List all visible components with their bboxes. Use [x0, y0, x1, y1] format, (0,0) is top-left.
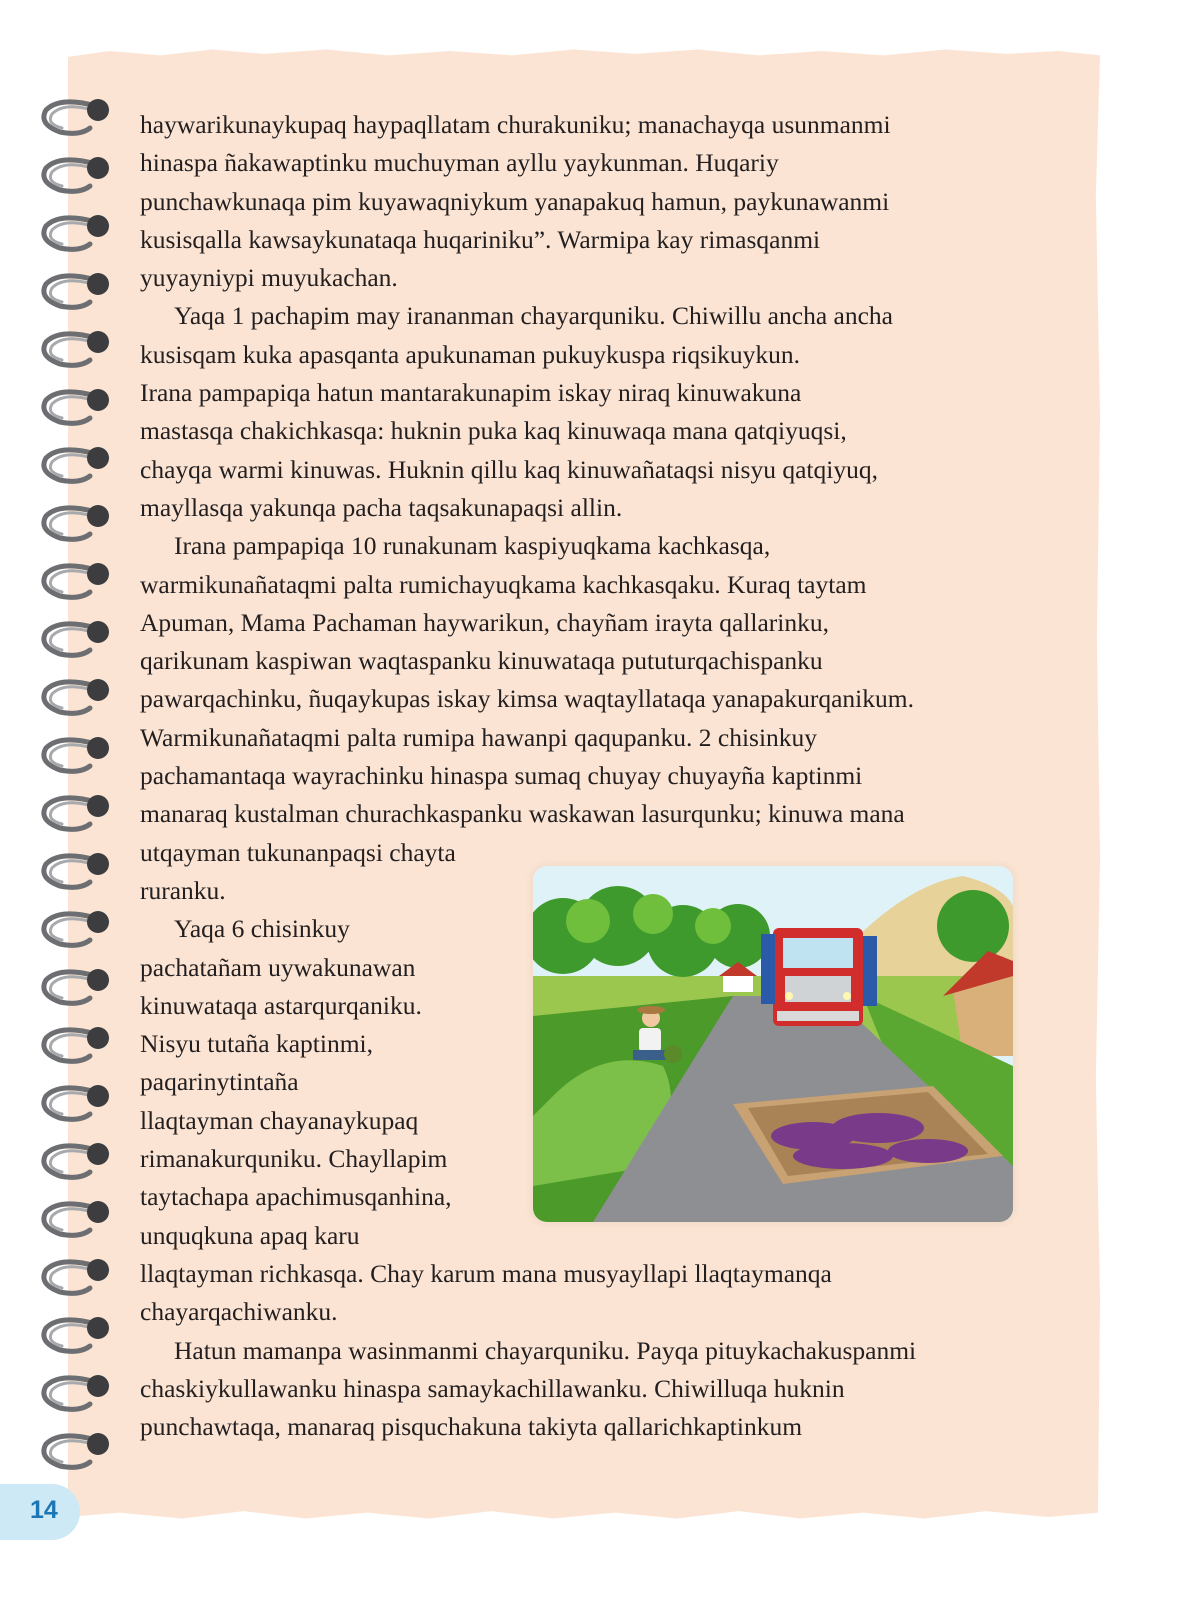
text-line: Apuman, Mama Pachaman haywarikun, chayñam irayta qallarinku, [140, 607, 829, 637]
text-line: chayqa warmi kinuwas. Huknin qillu kaq kinuwañataqsi nisyu qatqiyuq, [140, 454, 878, 484]
spiral-binding [30, 96, 120, 1456]
text-line: paqarinytintaña [140, 1067, 299, 1097]
text-line: llaqtayman richkasqa. Chay karum mana musyayllapi llaqtaymanqa [140, 1258, 832, 1288]
text-line: Hatun mamanpa wasinmanmi chayarquniku. Payqa pituykachakuspanmi [174, 1335, 917, 1365]
text-line: Nisyu tutaña kaptinmi, [140, 1029, 374, 1059]
text-line: qarikunam kaspiwan waqtaspanku kinuwataqa pututurqachispanku [140, 646, 823, 676]
spiral-ring-icon [30, 676, 120, 720]
spiral-ring-icon [30, 1314, 120, 1358]
text-line: taytachapa apachimusqanhina, [140, 1182, 452, 1212]
spiral-ring-icon [30, 792, 120, 836]
spiral-ring-icon [30, 1082, 120, 1126]
text-line: ruranku. [140, 875, 226, 905]
text-line: punchawkunaqa pim kuyawaqniykum yanapakuq hamun, paykunawanmi [140, 186, 890, 216]
text-line: punchawtaqa, manaraq pisquchakuna takiyta qallarichkaptinkum [140, 1412, 803, 1442]
spiral-ring-icon [30, 1198, 120, 1242]
text-line: mastasqa chakichkasqa: huknin puka kaq kinuwaqa mana qatqiyuqsi, [140, 416, 847, 446]
text-line: chaskiykullawanku hinaspa samaykachillawanku. Chiwilluqa huknin [140, 1373, 845, 1403]
spiral-ring-icon [30, 154, 120, 198]
text-line: haywarikunaykupaq haypaqllatam churakuniku; manachayqa usunmanmi [140, 110, 891, 139]
text-line: Warmikunañataqmi palta rumipa hawanpi qaqupanku. 2 chisinkuy [140, 722, 818, 752]
spiral-ring-icon [30, 270, 120, 314]
text-line: pachamantaqa wayrachinku hinaspa sumaq chuyay chuyayña kaptinmi [140, 761, 863, 791]
spiral-ring-icon [30, 1256, 120, 1300]
spiral-ring-icon [30, 734, 120, 778]
spiral-ring-icon [30, 1140, 120, 1184]
spiral-ring-icon [30, 908, 120, 952]
text-line: utqayman tukunanpaqsi chayta [140, 837, 456, 867]
body-text [140, 106, 1040, 1446]
spiral-ring-icon [30, 212, 120, 256]
text-line: Yaqa 1 pachapim may irananman chayarquniku. Chiwillu ancha ancha [174, 301, 893, 331]
text-line: chayarqachiwanku. [140, 1297, 338, 1327]
spiral-ring-icon [30, 1430, 120, 1474]
spiral-ring-icon [30, 618, 120, 662]
text-line: Irana pampapiqa 10 runakunam kaspiyuqkama kachkasqa, [174, 531, 771, 561]
spiral-ring-icon [30, 560, 120, 604]
text-line: rimanakurquniku. Chayllapim [140, 1144, 448, 1174]
text-line: llaqtayman chayanaykupaq [140, 1105, 419, 1135]
text-line: warmikunañataqmi palta rumichayuqkama kachkasqaku. Kuraq taytam [140, 569, 867, 599]
spiral-ring-icon [30, 328, 120, 372]
text-line: kusisqam kuka apasqanta apukunaman pukuykuspa riqsikuykun. [140, 339, 801, 369]
text-line: pachatañam uywakunawan [140, 952, 416, 982]
text-line: hinaspa ñakawaptinku muchuyman ayllu yaykunman. Huqariy [140, 148, 779, 178]
text-line: unquqkuna apaq karu [140, 1220, 360, 1250]
text-line: mayllasqa yakunqa pacha taqsakunapaqsi allin. [140, 492, 623, 522]
spiral-ring-icon [30, 1024, 120, 1068]
truck-on-road-with-drying-quinoa-icon [533, 866, 1013, 1222]
spiral-ring-icon [30, 444, 120, 488]
text-line: kinuwataqa astarqurqaniku. [140, 990, 422, 1020]
spiral-ring-icon [30, 502, 120, 546]
spiral-ring-icon [30, 96, 120, 140]
text-line: kusisqalla kawsaykunataqa huqariniku”. Warmipa kay rimasqanmi [140, 224, 821, 254]
text-line: Yaqa 6 chisinkuy [174, 914, 350, 944]
spiral-ring-icon [30, 1372, 120, 1416]
text-line: yuyayniypi muyukachan. [140, 263, 398, 293]
spiral-ring-icon [30, 966, 120, 1010]
text-line: pawarqachinku, ñuqaykupas iskay kimsa waqtayllataqa yanapakurqanikum. [140, 684, 914, 714]
text-line: Irana pampapiqa hatun mantarakunapim iskay niraq kinuwakuna [140, 378, 802, 408]
text-line: manaraq kustalman churachkaspanku waskawan lasurqunku; kinuwa mana [140, 799, 905, 829]
page-number: 14 [30, 1496, 58, 1524]
spiral-ring-icon [30, 850, 120, 894]
spiral-ring-icon [30, 386, 120, 430]
